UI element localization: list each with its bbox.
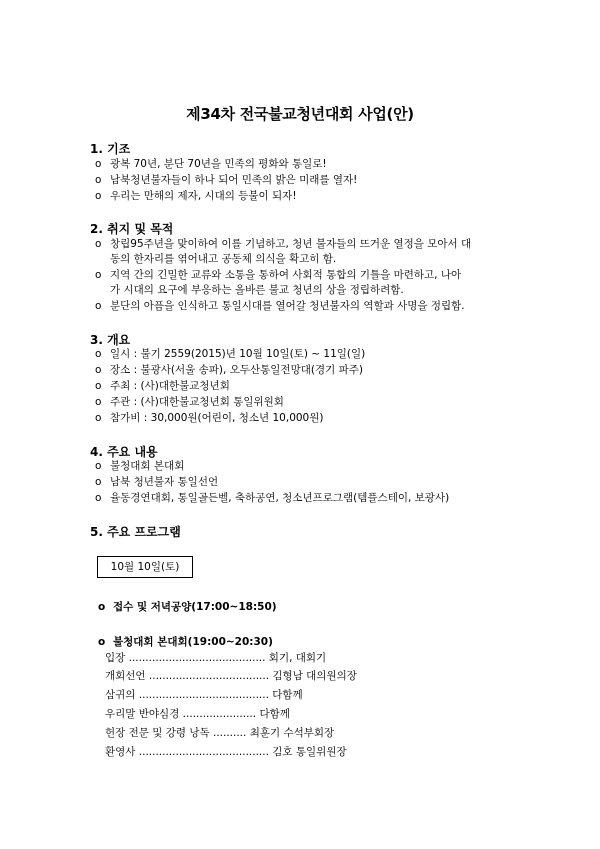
- list-item: o 광복 70년, 분단 70년을 민족의 평화와 통일로!: [95, 158, 327, 170]
- program-row: 환영사 ....................................... 김호 통일위원장: [105, 746, 347, 758]
- program-row: 우리말 반야심경 ...................... 다함께: [105, 708, 290, 720]
- program-row: 입장 ......................................... 회기, 대회기: [105, 652, 327, 664]
- program-row: 헌장 전문 및 강령 낭독 .......... 최훈기 수석부회장: [105, 727, 335, 739]
- document-title: 제34차 전국불교청년대회 사업(안): [186, 105, 414, 123]
- list-item: o 우리는 만해의 제자, 시대의 등불이 되자!: [95, 190, 297, 202]
- list-item-continuation: 동의 한자리를 엮어내고 공동체 의식을 확고히 함.: [110, 253, 337, 265]
- list-item: o 일시 : 불기 2559(2015)년 10월 10일(토) ~ 11일(일): [95, 348, 366, 360]
- list-item: o 불청대회 본대회: [95, 460, 185, 472]
- section-heading-2: 2. 취지 및 목적: [90, 222, 174, 236]
- section-heading-3: 3. 개요: [90, 333, 131, 347]
- list-item: o 율동경연대회, 통일골든벨, 축하공연, 청소년프로그램(템플스테이, 보광사): [95, 492, 450, 504]
- section-heading-5: 5. 주요 프로그램: [90, 525, 181, 539]
- list-item: o 장소 : 불광사(서울 송파), 오두산통일전망대(경기 파주): [95, 364, 363, 376]
- program-row: 개회선언 .................................... 김형남 대의원의장: [105, 670, 357, 682]
- list-item: o 분단의 아픔을 인식하고 통일시대를 열어갈 청년불자의 역할과 사명을 정립함.: [95, 300, 465, 312]
- program-row: 삼귀의 ....................................... 다함께: [105, 689, 303, 701]
- list-item-continuation: 가 시대의 요구에 부응하는 올바른 불교 청년의 상을 정립하려함.: [110, 284, 404, 296]
- program-main-event: o 불청대회 본대회(19:00~20:30): [98, 636, 273, 648]
- list-item: o 창립95주년을 맞이하여 이를 기념하고, 청년 불자들의 뜨거운 열정을 모아서 대: [95, 238, 472, 250]
- list-item: o 참가비 : 30,000원(어린이, 청소년 10,000원): [95, 412, 324, 424]
- section-heading-1: 1. 기조: [90, 142, 131, 156]
- section-heading-4: 4. 주요 내용: [90, 445, 158, 459]
- program-date-box: 10월 10일(토): [97, 556, 193, 578]
- list-item: o 남북 청년불자 통일선언: [95, 476, 219, 488]
- list-item: o 남북청년불자들이 하나 되어 민족의 밝은 미래를 열자!: [95, 174, 358, 186]
- list-item: o 지역 간의 긴밀한 교류와 소통을 통하여 사회적 통합의 기틀을 마련하고, 나아: [95, 269, 462, 281]
- list-item: o 주최 : (사)대한불교청년회: [95, 380, 230, 392]
- list-item: o 주관 : (사)대한불교청년회 통일위원회: [95, 396, 284, 408]
- program-reception: o 접수 및 저녁공양(17:00~18:50): [98, 601, 277, 613]
